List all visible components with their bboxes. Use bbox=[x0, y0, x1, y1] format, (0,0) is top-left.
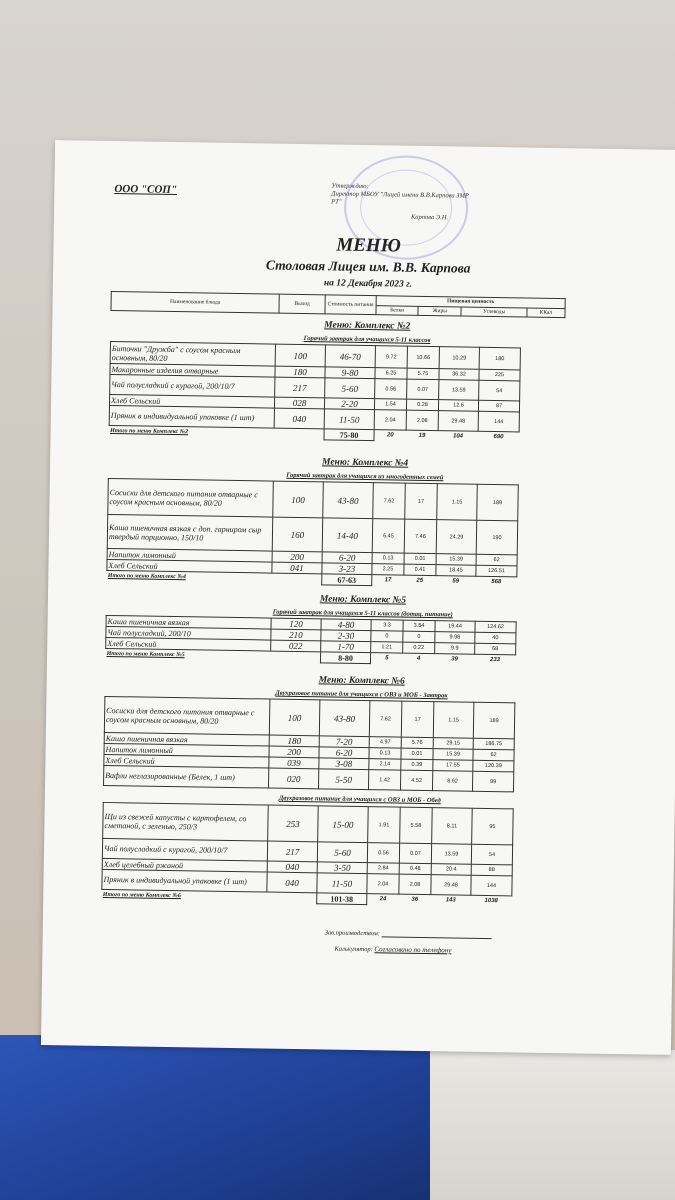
dish-carbs: 13.59 bbox=[431, 844, 471, 865]
dish-name: Чай полусладкий с курагой, 200/10/7 bbox=[102, 838, 267, 861]
dish-name: Каша пшеничная вязкая bbox=[104, 732, 269, 746]
dish-yield: 040 bbox=[267, 872, 317, 893]
section-subtitle: Двухразовое питание для учащихся с ОВЗ и МОБ - Завтрак bbox=[275, 689, 448, 700]
dish-fat: 0.39 bbox=[401, 759, 433, 771]
canteen-name: Столовая Лицея им. В.В. Карпова bbox=[265, 257, 471, 276]
dish-kcal: 62 bbox=[473, 749, 514, 761]
dish-yield: 253 bbox=[268, 805, 319, 842]
dish-name: Сосиски для детского питания отварные с соусом красным основным, 80/20 bbox=[108, 478, 274, 517]
col-fat: Жиры bbox=[418, 306, 461, 316]
dish-kcal: 99 bbox=[472, 771, 513, 792]
dish-protein: 1.54 bbox=[374, 399, 406, 411]
dish-yield: 210 bbox=[271, 629, 321, 641]
dish-yield: 028 bbox=[274, 397, 324, 409]
dish-yield: 160 bbox=[272, 517, 323, 552]
section-title: Меню: Комплекс №6 bbox=[318, 675, 405, 687]
total-price: 67-63 bbox=[322, 574, 372, 586]
dish-carbs: 29.48 bbox=[438, 411, 478, 432]
blue-chair bbox=[0, 1035, 460, 1200]
dish-cost: 6-20 bbox=[322, 552, 372, 564]
total-kcal: 690 bbox=[493, 434, 504, 441]
dish-carbs: 10.29 bbox=[439, 347, 479, 370]
dish-carbs: 15.39 bbox=[436, 554, 476, 566]
dish-yield: 100 bbox=[273, 481, 324, 518]
dish-cost: 5-60 bbox=[317, 842, 367, 863]
dish-carbs: 15.39 bbox=[433, 749, 473, 761]
dish-cost: 46-70 bbox=[325, 345, 375, 368]
dish-cost: 3-23 bbox=[322, 563, 372, 575]
dish-name: Каша пшеничная вязкая с доп. гарниром сыр твердый порционно, 150/10 bbox=[107, 514, 273, 551]
dish-yield: 217 bbox=[275, 377, 325, 398]
dish-cost: 11-50 bbox=[317, 873, 367, 894]
dish-cost: 11-50 bbox=[324, 409, 374, 430]
dish-cost: 6-20 bbox=[319, 747, 369, 759]
dish-protein: 2.14 bbox=[369, 759, 401, 771]
approval-line: Директор МБОУ "Лицей имени В.В.Карпова ЗМР bbox=[331, 190, 469, 200]
dish-name: Щи из свежей капусты с картофелем, со сметаной, с зеленью, 250/3 bbox=[103, 802, 269, 841]
menu-date: на 12 Декабря 2023 г. bbox=[323, 278, 413, 290]
dish-protein: 2.04 bbox=[374, 410, 406, 431]
dish-name: Чай полусладкий с курагой, 200/10/7 bbox=[110, 374, 275, 397]
total-kcal: 1038 bbox=[484, 898, 498, 905]
dish-cost: 1-70 bbox=[321, 641, 371, 653]
section-title: Меню: Комплекс №4 bbox=[321, 457, 409, 469]
approval-line: Карпова Э.Н. bbox=[410, 213, 449, 222]
dish-kcal: 144 bbox=[478, 411, 519, 432]
dish-yield: 039 bbox=[269, 757, 319, 769]
total-protein: 24 bbox=[379, 896, 387, 903]
dish-yield: 100 bbox=[269, 699, 320, 736]
dish-yield: 040 bbox=[274, 408, 324, 429]
dish-protein: 6.25 bbox=[375, 368, 407, 380]
col-nutrition: Пищевая ценность bbox=[376, 296, 565, 308]
signature-line bbox=[382, 929, 492, 939]
total-carbs: 104 bbox=[452, 433, 464, 440]
dish-carbs: 17.55 bbox=[433, 760, 473, 772]
section-subtitle: Горячий завтрак для учащихся 5-11 классов (дотац. питание) bbox=[272, 608, 453, 619]
dish-kcal: 190 bbox=[476, 520, 518, 555]
dish-carbs: 1.15 bbox=[437, 484, 478, 521]
dish-carbs: 36.32 bbox=[439, 369, 479, 381]
dish-fat: 0.07 bbox=[399, 843, 431, 864]
total-fat: 25 bbox=[416, 578, 424, 585]
complex2-table bbox=[108, 341, 520, 443]
dish-yield: 120 bbox=[271, 618, 321, 630]
dish-cost: 5-60 bbox=[325, 378, 375, 399]
total-carbs: 59 bbox=[452, 578, 460, 585]
dish-cost: 3-50 bbox=[317, 862, 367, 874]
dish-fat: 5.76 bbox=[401, 737, 433, 749]
dish-cost: 7-20 bbox=[319, 736, 369, 748]
dish-fat: 0.48 bbox=[399, 863, 431, 875]
dish-fat: 2.08 bbox=[399, 874, 431, 895]
dish-protein: 0.13 bbox=[369, 748, 401, 760]
dish-carbs: 24.29 bbox=[436, 520, 477, 555]
dish-fat: 5.58 bbox=[400, 807, 433, 843]
section-subtitle: Горячий завтрак для учащихся из многодетных семей bbox=[286, 471, 444, 482]
total-fat: 36 bbox=[411, 897, 419, 904]
col-protein: Белки bbox=[376, 305, 418, 315]
dish-protein: 1.91 bbox=[368, 807, 401, 843]
dish-kcal: 40 bbox=[475, 632, 516, 644]
dish-name: Хлеб Сельский bbox=[109, 394, 274, 408]
dish-fat: 0.07 bbox=[407, 379, 439, 400]
total-label: Итого по меню Комплекс №5 bbox=[106, 651, 185, 659]
dish-cost: 4-80 bbox=[321, 619, 371, 631]
section-title: Меню: Комплекс №2 bbox=[324, 320, 411, 332]
dish-carbs: 1.15 bbox=[433, 702, 474, 739]
dish-carbs: 19.44 bbox=[435, 621, 475, 633]
dish-name: Биточки "Дружба" с соусом красным основным, 80/20 bbox=[110, 342, 275, 367]
complex6-breakfast-table bbox=[103, 696, 515, 792]
dish-protein: 6.45 bbox=[372, 519, 405, 553]
col-kcal: ККал bbox=[527, 308, 565, 318]
complex6-lunch-table bbox=[101, 802, 514, 907]
dish-cost: 2-20 bbox=[324, 398, 374, 410]
dish-name: Напиток лимонный bbox=[107, 548, 272, 562]
total-fat: 19 bbox=[418, 433, 426, 440]
dish-carbs: 9.98 bbox=[435, 632, 475, 644]
dish-kcal: 68 bbox=[475, 643, 516, 655]
section-subtitle: Горячий завтрак для учащихся 5-11 классов bbox=[303, 335, 431, 345]
dish-carbs: 29.48 bbox=[431, 875, 471, 896]
dish-protein: 0.56 bbox=[375, 379, 407, 400]
dish-fat: 4.52 bbox=[400, 770, 432, 791]
dish-kcal: 225 bbox=[479, 369, 520, 381]
total-kcal: 233 bbox=[489, 657, 501, 664]
dish-carbs: 13.59 bbox=[439, 380, 479, 401]
menu-document bbox=[41, 140, 675, 1055]
dish-carbs: 8.11 bbox=[432, 808, 473, 845]
total-protein: 5 bbox=[385, 655, 389, 662]
total-carbs: 143 bbox=[445, 897, 456, 904]
dish-kcal: 88 bbox=[471, 864, 512, 876]
table-header bbox=[110, 291, 565, 318]
page-title: МЕНЮ bbox=[336, 234, 401, 257]
dish-fat: 0.22 bbox=[403, 642, 435, 654]
dish-protein: 4.97 bbox=[369, 737, 401, 749]
approval-block bbox=[331, 182, 522, 223]
total-protein: 20 bbox=[386, 432, 394, 439]
section-title: Меню: Комплекс №5 bbox=[319, 594, 407, 606]
dish-fat: 3.84 bbox=[403, 620, 435, 632]
total-price: 75-80 bbox=[324, 429, 374, 441]
dish-yield: 200 bbox=[269, 746, 319, 758]
dish-protein: 0 bbox=[371, 631, 403, 643]
dish-carbs: 12.6 bbox=[438, 400, 478, 412]
dish-yield: 041 bbox=[272, 562, 322, 574]
dish-kcal: 144 bbox=[471, 875, 512, 896]
col-yield: Выход bbox=[279, 294, 325, 314]
total-label: Итого по меню Комплекс №6 bbox=[102, 892, 181, 900]
complex4-table bbox=[106, 478, 519, 588]
total-label: Итого по меню Комплекс №2 bbox=[110, 428, 189, 436]
dish-name: Чай полусладкий, 200/10 bbox=[106, 626, 271, 640]
dish-fat: 0.01 bbox=[404, 553, 436, 565]
dish-name: Хлеб Сельский bbox=[104, 754, 269, 768]
dish-name: Хлеб Сельский bbox=[106, 637, 271, 651]
dish-protein: 2.25 bbox=[372, 564, 404, 576]
col-name: Наименование блюда bbox=[111, 292, 279, 314]
dish-fat: 7.46 bbox=[404, 519, 437, 553]
org-name: ООО "СОП" bbox=[114, 183, 178, 197]
agreed-note: Согласовано по телефону bbox=[374, 945, 452, 955]
total-carbs: 39 bbox=[451, 656, 458, 663]
dish-fat: 0.28 bbox=[406, 399, 438, 411]
dish-cost: 5-50 bbox=[318, 769, 368, 790]
dish-carbs: 8.62 bbox=[432, 771, 472, 792]
dish-protein: 7.62 bbox=[369, 701, 402, 737]
calculator-signature bbox=[334, 945, 451, 955]
approval-line: Утверждаю: bbox=[331, 182, 369, 191]
dish-name: Макаронные изделия отварные bbox=[110, 363, 275, 377]
total-label: Итого по меню Комплекс №4 bbox=[107, 573, 186, 581]
dish-cost: 43-80 bbox=[319, 700, 370, 737]
dish-kcal: 54 bbox=[479, 380, 520, 401]
dish-fat: 17 bbox=[401, 701, 434, 737]
production-label: Зав.производством: bbox=[324, 929, 381, 938]
dish-protein: 3.3 bbox=[371, 620, 403, 632]
dish-fat: 17 bbox=[405, 483, 438, 519]
dish-fat: 0 bbox=[403, 631, 435, 643]
dish-fat: 5.75 bbox=[407, 368, 439, 380]
dish-cost: 15-00 bbox=[318, 806, 369, 843]
dish-yield: 100 bbox=[275, 344, 325, 367]
dish-kcal: 95 bbox=[472, 808, 514, 845]
dish-protein: 7.62 bbox=[373, 483, 406, 519]
approval-line: РТ" bbox=[331, 198, 342, 206]
dish-yield: 217 bbox=[267, 841, 317, 862]
dish-kcal: 120.39 bbox=[473, 760, 514, 772]
dish-protein: 2.04 bbox=[367, 874, 399, 895]
dish-name: Сосиски для детского питания отварные с соусом красным основным, 80/20 bbox=[104, 696, 270, 735]
total-protein: 17 bbox=[384, 577, 392, 584]
calculator-label: Калькулятор: bbox=[334, 945, 373, 954]
col-cost: Стоимость питания bbox=[325, 295, 376, 315]
dish-name: Каша пшеничная вязкая bbox=[106, 615, 271, 629]
dish-fat: 0.01 bbox=[401, 748, 433, 760]
dish-cost: 9-80 bbox=[325, 367, 375, 379]
dish-carbs: 9.9 bbox=[435, 643, 475, 655]
dish-kcal: 126.51 bbox=[476, 565, 517, 577]
dish-protein: 1.21 bbox=[371, 642, 403, 654]
dish-name: Напиток лимонный bbox=[104, 743, 269, 757]
dish-cost: 14-40 bbox=[322, 518, 373, 553]
dish-fat: 0.41 bbox=[404, 564, 436, 576]
total-fat: 4 bbox=[416, 656, 421, 663]
dish-fat: 10.66 bbox=[407, 346, 439, 368]
complex5-table bbox=[105, 615, 517, 666]
dish-kcal: 189 bbox=[473, 702, 515, 739]
dish-protein: 0.13 bbox=[372, 553, 404, 565]
dish-cost: 2-30 bbox=[321, 630, 371, 642]
dish-yield: 200 bbox=[272, 551, 322, 563]
floor bbox=[430, 1050, 675, 1200]
dish-yield: 180 bbox=[275, 366, 325, 378]
dish-protein: 1.42 bbox=[368, 770, 400, 791]
total-kcal: 568 bbox=[491, 579, 502, 586]
dish-kcal: 186.75 bbox=[473, 738, 514, 750]
dish-name: Вафли неглазированные (Белек, 1 шт) bbox=[104, 765, 269, 788]
dish-name: Пряник в индивидуальной упаковке (1 шт) bbox=[109, 405, 274, 428]
dish-name: Пряник в индивидуальной упаковке (1 шт) bbox=[102, 869, 267, 892]
dish-yield: 040 bbox=[267, 861, 317, 873]
dish-carbs: 20.4 bbox=[431, 864, 471, 876]
dish-kcal: 180 bbox=[479, 347, 520, 370]
col-carbs: Углеводы bbox=[461, 307, 527, 318]
total-price: 101-38 bbox=[317, 893, 367, 905]
dish-kcal: 54 bbox=[471, 844, 512, 865]
dish-kcal: 189 bbox=[477, 484, 519, 521]
production-signature bbox=[325, 928, 492, 939]
dish-cost: 43-80 bbox=[323, 482, 374, 519]
dish-carbs: 18.45 bbox=[436, 565, 476, 577]
dish-protein: 2.84 bbox=[367, 863, 399, 875]
dish-yield: 022 bbox=[271, 640, 321, 652]
dish-name: Хлеб Сельский bbox=[107, 559, 272, 573]
dish-kcal: 124.62 bbox=[475, 621, 516, 633]
dish-kcal: 62 bbox=[476, 554, 517, 566]
dish-protein: 9.72 bbox=[375, 346, 407, 368]
dish-yield: 020 bbox=[268, 768, 318, 789]
dish-fat: 2.08 bbox=[406, 410, 438, 431]
total-price: 8-80 bbox=[320, 652, 370, 664]
section-subtitle: Двухразовое питание для учащихся с ОВЗ и МОБ - Обед bbox=[278, 794, 441, 805]
dish-kcal: 87 bbox=[478, 400, 519, 412]
dish-yield: 180 bbox=[269, 735, 319, 747]
dish-carbs: 29.15 bbox=[433, 738, 473, 750]
dish-cost: 3-08 bbox=[319, 758, 369, 770]
dish-protein: 0.56 bbox=[367, 843, 399, 864]
dish-name: Хлеб целебный ржаной bbox=[102, 858, 267, 872]
